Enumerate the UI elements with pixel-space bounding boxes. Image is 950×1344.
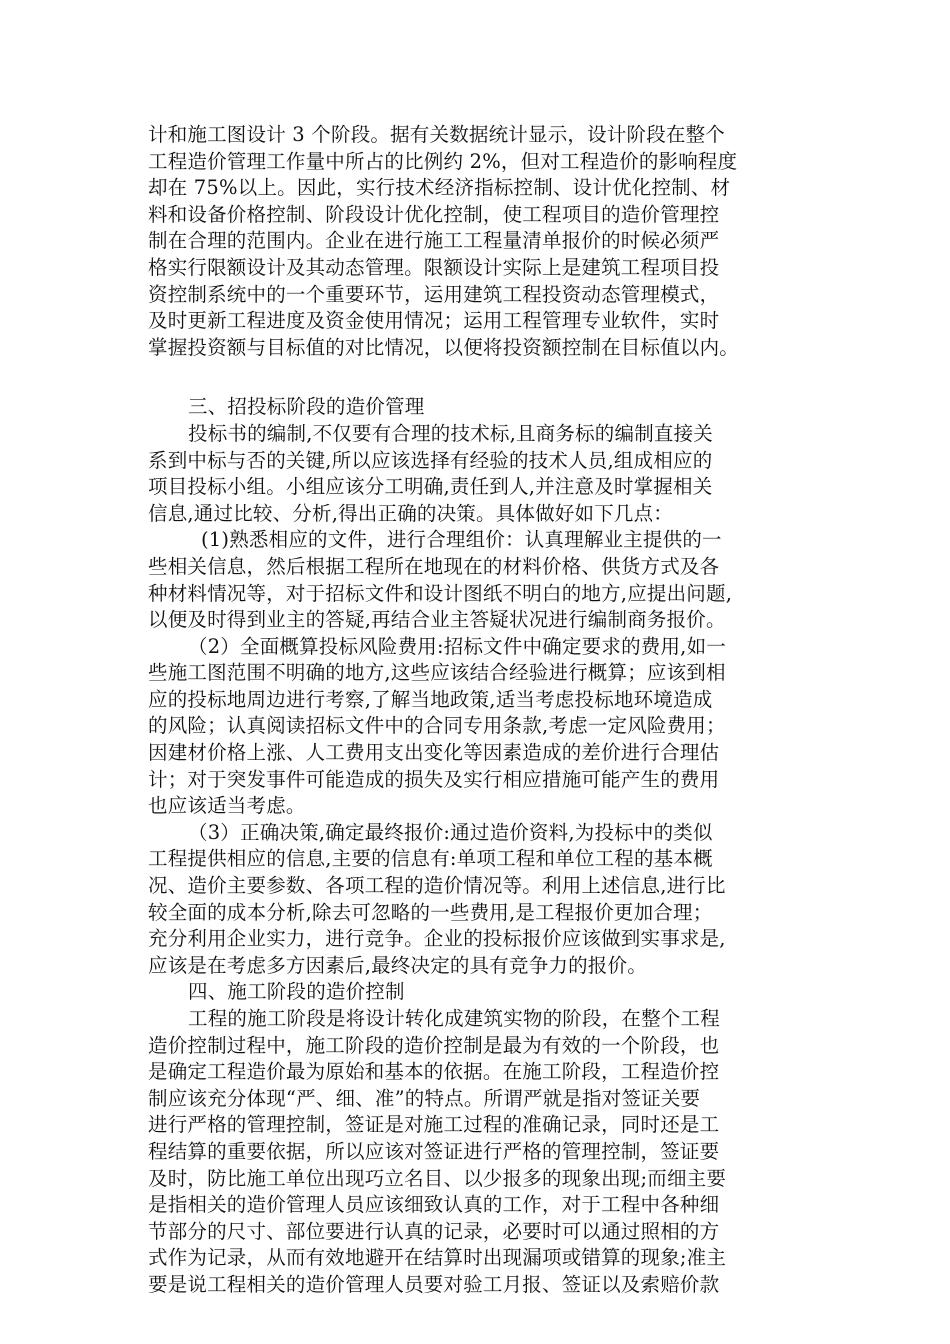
- text-line: 较全面的成本分析,除去可忽略的一些费用,是工程报价更加合理；: [148, 900, 713, 924]
- text-line: 格实行限额设计及其动态管理。限额设计实际上是建筑工程项目投: [148, 255, 720, 279]
- text-line: 也应该适当考虑。: [148, 794, 306, 818]
- document-page: [148, 122, 808, 1299]
- text-line: 料和设备价格控制、阶段设计优化控制，使工程项目的造价管理控: [148, 202, 720, 226]
- text-line: 资控制系统中的一个重要环节，运用建筑工程投资动态管理模式，: [148, 282, 720, 306]
- text-line: 以便及时得到业主的答疑,再结合业主答疑状况进行编制商务报价。: [148, 608, 726, 632]
- text-line: 项目投标小组。小组应该分工明确,责任到人,并注意及时掌握相关: [148, 475, 713, 499]
- text-line: （3）正确决策,确定最终报价:通过造价资料,为投标中的类似: [188, 820, 713, 844]
- section-heading-construction: 四、施工阶段的造价控制: [188, 980, 405, 1004]
- text-line: 因建材价格上涨、人工费用支出变化等因素造成的差价进行合理估: [148, 741, 720, 765]
- text-line: 程结算的重要依据，所以应该对签证进行严格的管理控制，签证要: [148, 1139, 720, 1163]
- text-line: 造价控制过程中，施工阶段的造价控制是最为有效的一个阶段，也: [148, 1033, 720, 1057]
- list-item-2: [148, 634, 808, 820]
- paragraph-gap: [148, 361, 808, 394]
- text-line: 掌握投资额与目标值的对比情况，以便将投资额控制在目标值以内。: [148, 335, 740, 359]
- text-line: 工程的施工阶段是将设计转化成建筑实物的阶段，在整个工程: [188, 1007, 720, 1030]
- text-line: 工程造价管理工作量中所占的比例约 2%，但对工程造价的影响程度: [148, 149, 738, 173]
- text-line: 是指相关的造价管理人员应该细致认真的工作，对于工程中各种细: [148, 1193, 720, 1217]
- text-line: 系到中标与否的关键,所以应该选择有经验的技术人员,组成相应的: [148, 448, 713, 472]
- text-line: 应的投标地周边进行考察,了解当地政策,适当考虑投标地环境造成: [148, 687, 713, 711]
- text-line: 些施工图范围不明确的地方,这些应该结合经验进行概算；应该到相: [148, 661, 726, 685]
- text-line: 充分利用企业实力，进行竞争。企业的投标报价应该做到实事求是,: [148, 927, 726, 951]
- list-item-1: [148, 527, 808, 633]
- paragraph-bidding-intro: [148, 421, 808, 527]
- text-line: 要是说工程相关的造价管理人员要对验工月报、签证以及索赔价款: [148, 1272, 720, 1296]
- text-line: 节部分的尺寸、部位要进行认真的记录，必要时可以通过照相的方: [148, 1219, 720, 1243]
- text-line: 式作为记录，从而有效地避开在结算时出现漏项或错算的现象;准主: [148, 1246, 727, 1270]
- text-line: 计；对于突发事件可能造成的损失及实行相应措施可能产生的费用: [148, 767, 720, 791]
- text-line: 工程提供相应的信息,主要的信息有:单项工程和单位工程的基本概: [148, 847, 713, 871]
- text-line: 信息,通过比较、分析,得出正确的决策。具体做好如下几点：: [148, 501, 673, 525]
- text-line: 制应该充分体现“严、细、准”的特点。所谓严就是指对签证关要: [148, 1086, 701, 1110]
- text-line: 投标书的编制,不仅要有合理的技术标,且商务标的编制直接关: [188, 421, 713, 445]
- text-line: 是确定工程造价最为原始和基本的依据。在施工阶段，工程造价控: [148, 1060, 720, 1084]
- text-line: 及时，防比施工单位出现巧立名目、以少报多的现象出现;而细主要: [148, 1166, 727, 1190]
- text-line: 应该是在考虑多方因素后,最终决定的具有竞争力的报价。: [148, 953, 647, 977]
- list-item-3: [148, 820, 808, 980]
- text-line: 制在合理的范围内。企业在进行施工工程量清单报价的时候必须严: [148, 229, 720, 253]
- text-line: 些相关信息，然后根据工程所在地现在的材料价格、供货方式及各: [148, 554, 720, 578]
- text-line: (1)熟悉相应的文件，进行合理组价：认真理解业主提供的一: [201, 528, 722, 552]
- text-line: 种材料情况等，对于招标文件和设计图纸不明白的地方,应提出问题,: [148, 581, 733, 605]
- text-line: 计和施工图设计 3 个阶段。据有关数据统计显示，设计阶段在整个: [148, 123, 726, 146]
- paragraph-design-stage: [148, 122, 808, 361]
- text-line: 的风险；认真阅读招标文件中的合同专用条款,考虑一定风险费用；: [148, 714, 726, 738]
- paragraph-construction-stage: [148, 1006, 808, 1299]
- text-line: 况、造价主要参数、各项工程的造价情况等。利用上述信息,进行比: [148, 874, 726, 898]
- text-line: 却在 75%以上。因此，实行技术经济指标控制、设计优化控制、材: [148, 176, 731, 200]
- text-line: 及时更新工程进度及资金使用情况；运用工程管理专业软件，实时: [148, 309, 720, 333]
- text-line: 进行严格的管理控制，签证是对施工过程的准确记录，同时还是工: [148, 1113, 720, 1137]
- text-line: （2）全面概算投标风险费用:招标文件中确定要求的费用,如一: [188, 634, 726, 658]
- section-heading-bidding: 三、招投标阶段的造价管理: [188, 395, 425, 419]
